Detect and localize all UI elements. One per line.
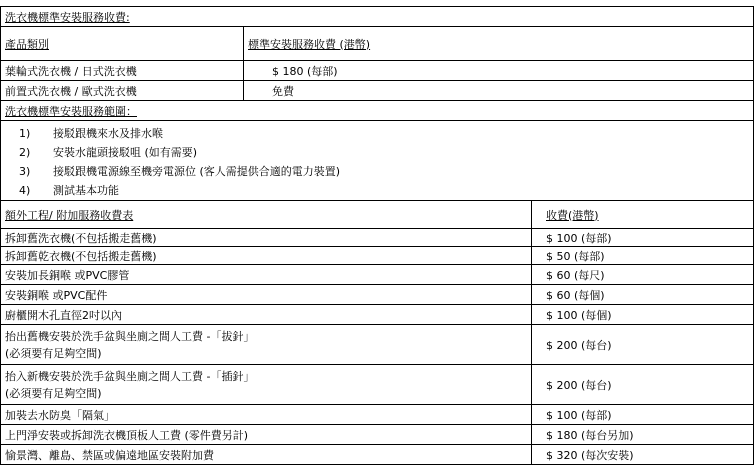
fee-cell: $ 60 (每尺): [531, 265, 753, 284]
item-cell: 上門淨安裝或拆卸洗衣機頂板人工費 (零件費另計): [5, 428, 249, 442]
list-item-text: 測試基本功能: [53, 184, 119, 197]
item-cell: 拆卸舊乾衣機(不包括搬走舊機): [5, 249, 157, 263]
table-row: [0, 304, 754, 324]
table-row: [0, 80, 754, 100]
list-item-number: 3): [19, 164, 31, 178]
table-row: [0, 264, 754, 284]
table-row: [0, 60, 754, 80]
section3-header-row: [0, 200, 754, 228]
service-scope-list: [0, 120, 754, 200]
list-item-number: 2): [19, 145, 31, 159]
list-item-text: 接駁跟機電源線至機旁電源位 (客人需提供合適的電力裝置): [53, 165, 341, 178]
fee-cell: $ 180 (每台另加): [531, 425, 753, 444]
section2-title-row: [0, 100, 754, 120]
list-item: [15, 162, 753, 180]
fee-cell: $ 200 (每台): [531, 325, 753, 364]
col-fee-header: 標準安裝服務收費 (港幣): [243, 27, 753, 60]
fee-cell: $ 100 (每個): [531, 305, 753, 324]
category-cell: 前置式洗衣機 / 歐式洗衣機: [5, 84, 137, 98]
item-cell: 愉景灣、離島、禁區或偏遠地區安裝附加費: [5, 448, 214, 462]
list-item-number: 4): [19, 183, 31, 197]
item-cell: 安裝銅喉 或PVC配件: [5, 288, 108, 302]
list-item: [15, 181, 753, 199]
fee-cell: 免費: [243, 81, 753, 100]
item-text: 抬出舊機安裝於洗手盆與坐廁之間人工費 -「拔針」: [5, 329, 255, 343]
table-row: [0, 228, 754, 246]
table-row: [0, 404, 754, 424]
table-row: [0, 284, 754, 304]
section1-title: 洗衣機標準安裝服務收費:: [5, 10, 130, 24]
item-cell: 拆卸舊洗衣機(不包括搬走舊機): [5, 231, 157, 245]
section2-title: 洗衣機標準安裝服務範圍：: [5, 104, 137, 118]
table-row: [0, 364, 754, 404]
fee-cell: $ 100 (每部): [531, 405, 753, 424]
table-row: [0, 246, 754, 264]
col-category-header: 產品類別: [5, 37, 49, 51]
col-item-header: 額外工程/ 附加服務收費表: [5, 208, 134, 222]
table-row: [0, 324, 754, 364]
item-note: (必須要有足夠空間): [5, 346, 102, 360]
table-row: [0, 444, 754, 464]
col-fee-header: 收費(港幣): [531, 201, 753, 228]
item-cell: 安裝加長銅喉 或PVC膠管: [5, 268, 130, 282]
fee-cell: $ 180 (每部): [243, 61, 753, 80]
item-cell: 加裝去水防臭「隔氣」: [5, 408, 115, 422]
fee-cell: $ 50 (每部): [531, 247, 753, 264]
list-item: [15, 124, 753, 142]
item-cell: [1, 365, 531, 404]
fee-cell: $ 100 (每部): [531, 229, 753, 246]
list-item-text: 安裝水龍頭接駁咀 (如有需要): [53, 146, 198, 159]
category-cell: 葉輪式洗衣機 / 日式洗衣機: [5, 64, 137, 78]
section1-title-row: [0, 6, 754, 26]
table-row: [0, 424, 754, 444]
item-note: (必須要有足夠空間): [5, 386, 102, 400]
fee-cell: $ 60 (每個): [531, 285, 753, 304]
fee-cell: $ 320 (每次安裝): [531, 445, 753, 464]
list-item-number: 1): [19, 126, 31, 140]
fee-cell: $ 200 (每台): [531, 365, 753, 404]
item-cell: 廚櫃開木孔直徑2吋以內: [5, 308, 122, 322]
table-bottom-border: [0, 464, 754, 465]
section1-header-row: [0, 26, 754, 60]
list-item-text: 接駁跟機來水及排水喉: [53, 127, 163, 140]
list-item: [15, 143, 753, 161]
item-text: 抬入新機安裝於洗手盆與坐廁之間人工費 -「插針」: [5, 369, 255, 383]
item-cell: [1, 325, 531, 364]
